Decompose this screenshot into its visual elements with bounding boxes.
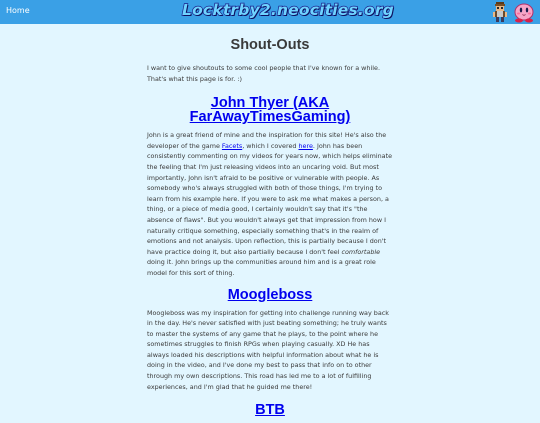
john-heading-line2[interactable]: FarAwayTimesGaming)	[189, 109, 351, 126]
main-content	[147, 24, 393, 423]
moogleboss-heading[interactable]: Moogleboss	[227, 286, 313, 303]
section-heading-john	[147, 96, 393, 124]
lock-character-sprite-icon	[491, 1, 509, 23]
john-paragraph	[147, 130, 393, 278]
john-emphasis: comfortable	[341, 247, 381, 256]
intro-paragraph: I want to give shoutouts to some cool people that I've known for a while. That's what this page is for. :)	[147, 64, 380, 83]
kirby-sprite-icon	[512, 1, 536, 23]
moogleboss-paragraph: Moogleboss was my inspiration for getting into challenge running way back in the day. He's never satisfied with just beating something; he truly wants to master the systems of any game that he plays, to the point where he sometimes struggles to finish RPGs when playing casually. XD He has always loaded his descriptions with helpful information about what he is doing in the video, and I've done my best to pass that info on to other through my own descriptions. This road has led me to a lot of fulfilling experiences, and I'm glad that he guided me there!	[147, 308, 389, 391]
here-link[interactable]: here	[298, 141, 313, 150]
john-text-part3: . John has been consistently commenting on my videos for years now, which helps eliminate the feeling that I'm just releasing videos into an uncaring void. But most importantly, John isn't afraid to be positive or vulnerable with people. As somebody who's always struggled with both of those things, I'm trying to learn from his example here. If you were to ask me what makes a person, a thing, or a piece of media good, I certainly wouldn't say that it's "the absence of flaws". But you wouldn't always get that impression from how I naturally critique something, especially something that's in the realm of emotions and not analysis. Upon reflection, this is partially because I don't have practice doing it, but also partially because I don't feel	[147, 141, 393, 256]
page-title: Shout-Outs	[230, 37, 310, 53]
john-text-part1: John is a great friend of mine and the inspiration for this site! He's also the developer of the game	[147, 131, 387, 150]
john-heading-line1[interactable]: John Thyer (AKA	[210, 95, 330, 112]
home-link[interactable]: Home	[6, 6, 30, 15]
facets-link[interactable]: Facets	[221, 141, 243, 150]
john-text-part4: doing it. John brings up the communities around him and is a great role model for this sort of thing.	[147, 258, 376, 277]
john-text-part2: , which I covered	[242, 141, 299, 150]
top-nav-bar	[0, 0, 540, 24]
site-logo[interactable]: Locktrby2.neocities.org	[182, 1, 394, 19]
section-heading-btb	[147, 403, 393, 417]
btb-heading[interactable]: BTB	[255, 402, 285, 419]
section-heading-moogleboss	[147, 288, 393, 302]
